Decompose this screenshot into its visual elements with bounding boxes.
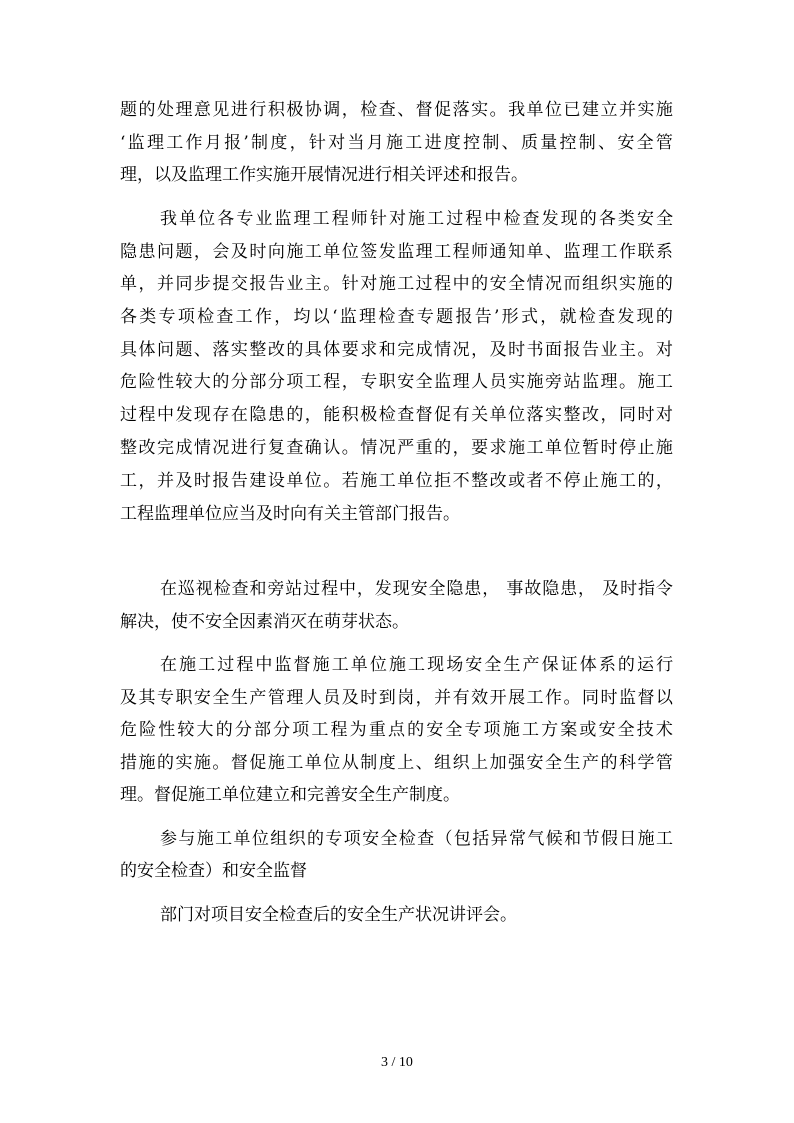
text-line: 整改完成情况进行复查确认。情况严重的，要求施工单位暂时停止施 [120,438,675,458]
text-line: 具体问题、落实整改的具体要求和完成情况，及时书面报告业主。对 [120,340,675,360]
text-line: 危险性较大的分部分项工程，专职安全监理人员实施旁站监理。施工 [120,372,675,392]
text-line: 及其专职安全生产管理人员及时到岗，并有效开展工作。同时监督以 [120,688,675,708]
text-line: 工，并及时报告建设单位。若施工单位拒不整改或者不停止施工的， [120,471,675,491]
text-line: 措施的实施。督促施工单位从制度上、组织上加强安全生产的科学管 [120,753,675,773]
text-line: 在施工过程中监督施工单位施工现场安全生产保证体系的运行 [160,655,676,675]
text-line: 理，以及监理工作实施开展情况进行相关评述和报告。 [120,165,528,185]
text-line: 危险性较大的分部分项工程为重点的安全专项施工方案或安全技术 [120,720,676,740]
text-line: 单，并同步提交报告业主。针对施工过程中的安全情况而组织实施的 [120,274,675,294]
text-line: 参与施工单位组织的专项安全检查（包括异常气候和节假日施工 [160,829,675,849]
text-line: 理。督促施工单位建立和完善安全生产制度。 [120,785,460,805]
text-line: 在巡视检查和旁站过程中，发现安全隐患， 事故隐患， 及时指令 [160,579,674,599]
text-line: 我单位各专业监理工程师针对施工过程中检查发现的各类安全 [160,209,676,229]
page-number: 3 / 10 [381,1055,413,1070]
text-line: 各类专项检查工作，均以‘监理检查专题报告’形式，就检查发现的 [120,307,676,327]
text-line: ‘监理工作月报’制度，针对当月施工进度控制、质量控制、安全管 [120,133,676,153]
text-line: 部门对项目安全检查后的安全生产状况讲评会。 [160,905,517,925]
text-line: 解决，使不安全因素消灭在萌芽状态。 [120,612,409,632]
text-line: 隐患问题，会及时向施工单位签发监理工程师通知单、监理工作联系 [120,242,675,262]
text-line: 的安全检查）和安全监督 [120,861,307,881]
text-line: 工程监理单位应当及时向有关主管部门报告。 [120,504,460,524]
text-line: 题的处理意见进行积极协调，检查、督促落实。我单位已建立并实施 [120,100,675,120]
text-line: 过程中发现存在隐患的，能积极检查督促有关单位落实整改，同时对 [120,405,675,425]
